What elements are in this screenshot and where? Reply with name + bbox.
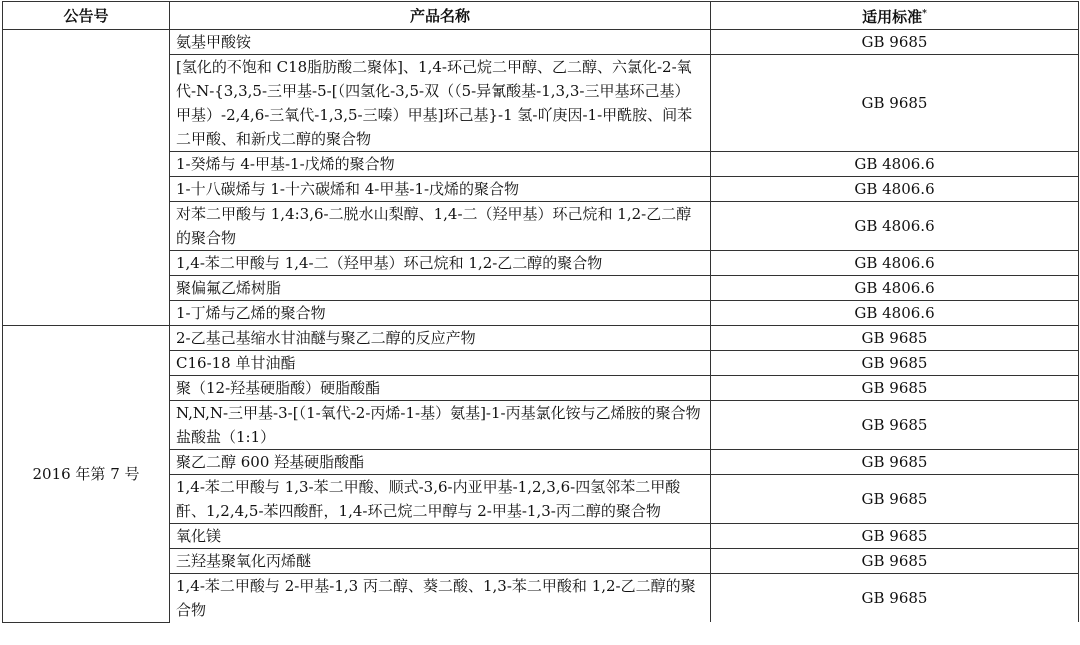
header-standard: [711, 2, 1079, 30]
product-name-cell: 氧化镁: [170, 524, 711, 549]
product-name-cell: 1-十八碳烯与 1-十六碳烯和 4-甲基-1-戊烯的聚合物: [170, 177, 711, 202]
product-name-cell: 1-丁烯与乙烯的聚合物: [170, 301, 711, 326]
standard-cell: GB 4806.6: [711, 177, 1079, 202]
standard-cell: GB 9685: [711, 574, 1079, 623]
announcement-cell: [3, 30, 170, 326]
product-name-cell: 氨基甲酸铵: [170, 30, 711, 55]
header-announcement: 公告号: [3, 2, 170, 30]
standard-cell: GB 4806.6: [711, 276, 1079, 301]
standards-table: [2, 1, 1079, 623]
standard-cell: GB 9685: [711, 351, 1079, 376]
product-name-cell: 2-乙基己基缩水甘油醚与聚乙二醇的反应产物: [170, 326, 711, 351]
standard-cell: GB 9685: [711, 30, 1079, 55]
footnote-mark: *: [922, 9, 927, 19]
table-row: [3, 326, 1079, 351]
product-name-cell: 1-癸烯与 4-甲基-1-戊烯的聚合物: [170, 152, 711, 177]
standard-cell: GB 9685: [711, 55, 1079, 152]
product-name-cell: 对苯二甲酸与 1,4:3,6-二脱水山梨醇、1,4-二（羟甲基）环己烷和 1,2-乙二醇的聚合物: [170, 202, 711, 251]
standard-cell: GB 4806.6: [711, 251, 1079, 276]
product-name-cell: 聚（12-羟基硬脂酸）硬脂酸酯: [170, 376, 711, 401]
table-row: [3, 30, 1079, 55]
product-name-cell: 1,4-苯二甲酸与 1,3-苯二甲酸、顺式-3,6-内亚甲基-1,2,3,6-四氢邻苯二甲酸酐、1,2,4,5-苯四酸酐，1,4-环己烷二甲醇与 2-甲基-1,3-丙二醇的聚合物: [170, 475, 711, 524]
standard-cell: GB 9685: [711, 450, 1079, 475]
product-name-cell: C16-18 单甘油酯: [170, 351, 711, 376]
product-name-cell: N,N,N-三甲基-3-[（1-氧代-2-丙烯-1-基）氨基]-1-丙基氯化铵与乙烯胺的聚合物盐酸盐（1:1）: [170, 401, 711, 450]
standard-cell: GB 9685: [711, 475, 1079, 524]
product-name-cell: 三羟基聚氧化丙烯醚: [170, 549, 711, 574]
standard-cell: GB 4806.6: [711, 301, 1079, 326]
announcement-cell: 2016 年第 7 号: [3, 326, 170, 623]
product-name-cell: 聚偏氟乙烯树脂: [170, 276, 711, 301]
standard-cell: GB 9685: [711, 401, 1079, 450]
table-body: [3, 30, 1079, 623]
standard-cell: GB 4806.6: [711, 202, 1079, 251]
product-name-cell: 1,4-苯二甲酸与 2-甲基-1,3 丙二醇、葵二酸、1,3-苯二甲酸和 1,2-乙二醇的聚合物: [170, 574, 711, 623]
standard-cell: GB 9685: [711, 376, 1079, 401]
header-row: [3, 2, 1079, 30]
product-name-cell: 聚乙二醇 600 羟基硬脂酸酯: [170, 450, 711, 475]
product-name-cell: 1,4-苯二甲酸与 1,4-二（羟甲基）环己烷和 1,2-乙二醇的聚合物: [170, 251, 711, 276]
product-name-cell: [氢化的不饱和 C18脂肪酸二聚体]、1,4-环己烷二甲醇、乙二醇、六氯化-2-氧代-N-{3,3,5-三甲基-5-[（四氢化-3,5-双（（5-异氰酸基-1,3,3-三甲基环己基）甲基）-2,4,6-三氧代-1,3,5-三嗪）甲基]环己基}-1 氢-吖庚因-1-甲酰胺、间苯二甲酸、和新戊二醇的聚合物: [170, 55, 711, 152]
standard-cell: GB 4806.6: [711, 152, 1079, 177]
standard-cell: GB 9685: [711, 549, 1079, 574]
header-product: 产品名称: [170, 2, 711, 30]
standard-cell: GB 9685: [711, 326, 1079, 351]
standard-cell: GB 9685: [711, 524, 1079, 549]
header-standard-label: 适用标准: [862, 8, 923, 26]
